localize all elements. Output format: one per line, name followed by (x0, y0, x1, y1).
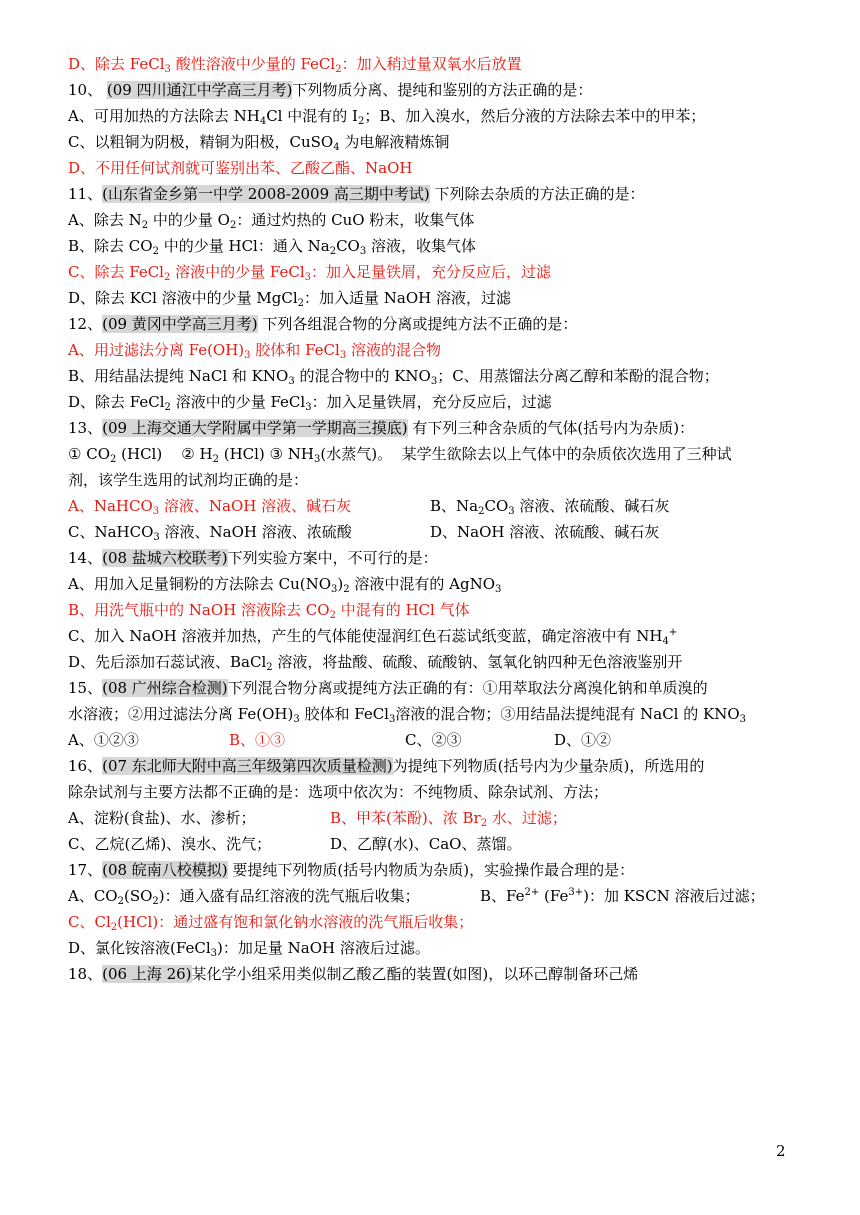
q10-option-c: C、以粗铜为阴极，精铜为阳极，CuSO$_4$ 为电解液精炼铜 (68, 133, 450, 153)
source-tag: (07 东北师大附中高三年级第四次质量检测) (102, 757, 393, 775)
q14-option-c: C、加入 NaOH 溶液并加热，产生的气体能使湿润红色石蕊试纸变蓝，确定溶液中有 $NH_4^+$ (68, 627, 678, 647)
q13-options-cd: C、NaHCO$_3$ 溶液、NaOH 溶液、浓硫酸 D、NaOH 溶液、浓硫酸、碱石灰 (68, 523, 660, 543)
source-tag: (09 黄冈中学高三月考) (102, 315, 258, 333)
source-tag: (08 广州综合检测) (102, 679, 228, 697)
q11-option-b: B、除去 $CO_2$ 中的少量 HCl：通入 $Na_2CO_3$ 溶液，收集气体 (68, 237, 476, 257)
q12-option-a: A、用过滤法分离 $Fe(OH)_3$ 胶体和 FeCl$_3$ 溶液的混合物 (68, 341, 441, 361)
q17-option-c: C、$Cl_2(HCl)$：通过盛有饱和氯化钠水溶液的洗气瓶后收集； (68, 913, 474, 933)
source-tag: (06 上海 26) (102, 965, 192, 983)
q12-option-d: D、除去 FeCl$_2$ 溶液中的少量 FeCl$_3$：加入足量铁屑，充分反应后，过滤 (68, 393, 552, 413)
source-tag: (山东省金乡第一中学 2008-2009 高三期中考试) (102, 185, 430, 203)
q13-stem: 13、(09 上海交通大学附属中学第一学期高三摸底) 有下列三种含杂质的气体(括号内为杂质)： (68, 419, 695, 437)
q16-options-ab: A、淀粉(食盐)、水、渗析； B、甲苯(苯酚)、浓 $Br_2$ 水、过滤； (68, 809, 567, 829)
q14-stem: 14、(08 盐城六校联考)下列实验方案中，不可行的是： (68, 549, 438, 567)
q15-options: A、①②③ B、①③ C、②③ D、①② (68, 731, 612, 749)
q16-stem: 16、(07 东北师大附中高三年级第四次质量检测)为提纯下列物质(括号内为少量杂质)，所选用的 (68, 757, 705, 775)
q17-option-d: D、氯化铵溶液(FeCl$_3$)：加足量 NaOH 溶液后过滤。 (68, 939, 430, 959)
q15-stem: 15、(08 广州综合检测)下列混合物分离或提纯方法正确的有：①用萃取法分离溴化钠和单质溴的 (68, 679, 708, 697)
q12-stem: 12、(09 黄冈中学高三月考) 下列各组混合物的分离或提纯方法不正确的是： (68, 315, 578, 333)
page-number: 2 (776, 1142, 786, 1160)
source-tag: (08 皖南八校模拟) (102, 861, 228, 879)
q10-stem: 10、 (09 四川通江中学高三月考)下列物质分离、提纯和鉴别的方法正确的是： (68, 81, 593, 99)
q11-option-c: C、除去 FeCl$_2$ 溶液中的少量 FeCl$_3$：加入足量铁屑，充分反应后，过滤 (68, 263, 552, 283)
q11-option-a: A、除去 $N_2$ 中的少量 $O_2$：通过灼热的 CuO 粉末，收集气体 (68, 211, 475, 231)
q13-stem-cont: ① $CO_2$ (HCl) ② $H_2$ (HCl) ③ $NH_3$(水蒸气)。 某学生欲除去以上气体中的杂质依次选用了三种试 (68, 445, 732, 465)
q16-options-cd: C、乙烷(乙烯)、溴水、洗气； D、乙醇(水)、CaO、蒸馏。 (68, 835, 522, 853)
q18-stem: 18、(06 上海 26)某化学小组采用类似制乙酸乙酯的装置(如图)，以环己醇制备环己烯 (68, 965, 639, 983)
q13-stem-end: 剂，该学生选用的试剂均正确的是： (68, 471, 309, 489)
q17-stem: 17、(08 皖南八校模拟) 要提纯下列物质(括号内物质为杂质)，实验操作最合理的是： (68, 861, 635, 879)
q15-stem-cont: 水溶液；②用过滤法分离 $Fe(OH)_3$ 胶体和 FeCl$_3$溶液的混合物；③用结晶法提纯混有 NaCl 的 $KNO_3$ (68, 705, 747, 725)
q12-options-bc: B、用结晶法提纯 NaCl 和 $KNO_3$ 的混合物中的 $KNO_3$；C、用蒸馏法分离乙醇和苯酚的混合物； (68, 367, 719, 387)
source-tag: (09 上海交通大学附属中学第一学期高三摸底) (102, 419, 408, 437)
q16-stem-cont: 除杂试剂与主要方法都不正确的是：选项中依次为：不纯物质、除杂试剂、方法； (68, 783, 609, 801)
q10-options-ab: A、可用加热的方法除去 $NH_4Cl$ 中混有的 $I_2$；B、加入溴水，然后分液的方法除去苯中的甲苯； (68, 107, 706, 127)
q14-option-a: A、用加入足量铜粉的方法除去 $Cu(NO_3)_2$ 溶液中混有的 AgNO$_3$ (68, 575, 502, 595)
q11-stem: 11、(山东省金乡第一中学 2008-2009 高三期中考试) 下列除去杂质的方法正确的是： (68, 185, 645, 203)
q9-option-d: D、除去 FeCl$_3$ 酸性溶液中少量的 FeCl$_2$：加入稍过量双氧水后放置 (68, 55, 522, 75)
source-tag: (09 四川通江中学高三月考) (106, 81, 293, 99)
source-tag: (08 盐城六校联考) (102, 549, 228, 567)
q10-option-d: D、不用任何试剂就可鉴别出苯、乙酸乙酯、NaOH (68, 159, 413, 177)
q14-option-b: B、用洗气瓶中的 NaOH 溶液除去 $CO_2$ 中混有的 HCl 气体 (68, 601, 470, 621)
q14-option-d: D、先后添加石蕊试液、BaCl$_2$ 溶液，将盐酸、硫酸、硫酸钠、氢氧化钠四种无色溶液鉴别开 (68, 653, 683, 673)
q13-options-ab: A、NaHCO$_3$ 溶液、NaOH 溶液、碱石灰 B、$Na_2CO_3$ 溶液、浓硫酸、碱石灰 (68, 497, 670, 517)
q11-option-d: D、除去 KCl 溶液中的少量 MgCl$_2$：加入适量 NaOH 溶液，过滤 (68, 289, 512, 309)
q17-options-ab: A、$CO_2(SO_2)$：通入盛有品红溶液的洗气瓶后收集； B、$Fe^{2+}$ $(Fe^{3+})$：加 KSCN 溶液后过滤； (68, 887, 765, 907)
